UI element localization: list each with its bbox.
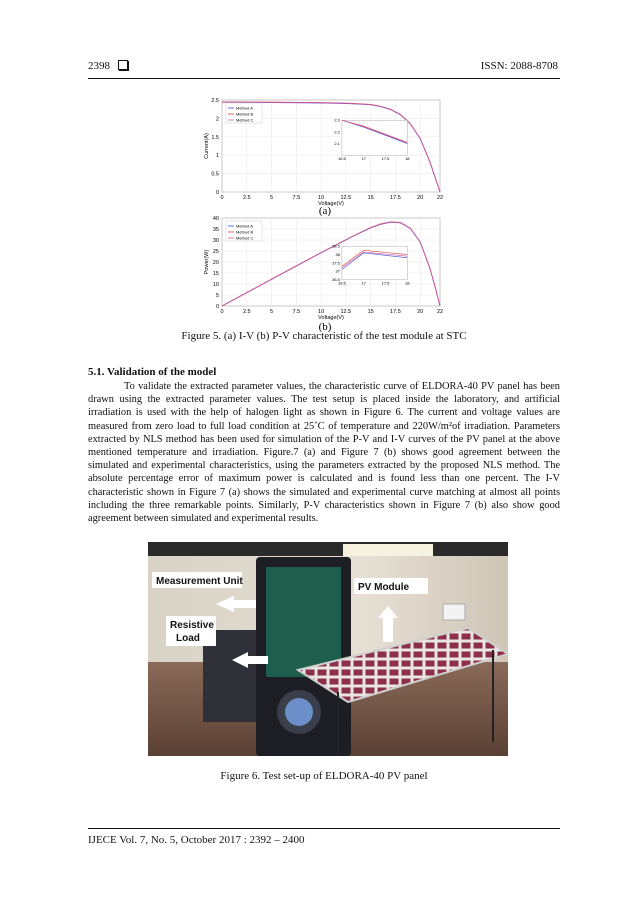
y-tick-label: 20 (212, 260, 219, 266)
x-tick-label: 12.5 (340, 195, 352, 201)
y-axis-label: Power(W) (204, 249, 210, 275)
photo-ceiling (148, 542, 508, 556)
measurement-panel (266, 567, 341, 677)
inset-y-tick-label: 37 (335, 268, 340, 274)
y-tick-label: 35 (212, 227, 219, 233)
x-tick-label: 22 (436, 195, 444, 201)
body-paragraph: To validate the extracted parameter values, the characteristic curve of ELDORA-40 PV panel has been drawn using the extracted parameter values. The test setup is placed inside the laboratory, and artificial irradiation is used with the help of halogen light as shown in Figure 6. The current and voltage values are measured from zero load to full load condition at 25˚C of temperature and 220W/m²of irradiation. Parameters extracted by NLS method has been used for simulation of the P-V and I-V curves of the PV panel at the above mentioned temperature and irradiation. Figure.7 (a) and Figure 7 (b) shows good agreement between the simulated and experimental characteristics, using the parameters extracted by the proposed NLS method. The absolute percentage error of maximum power is calculated and is found less than one percent. The I-V characteristic shown in Figure 7 (a) shows the simulated and experimental curve matching at almost all points including the three remarkable points. Similarly, P-V characteristics shown in Figure 7 (b) also show good agreement between simulated and experimental results. (88, 381, 560, 525)
header-square-icon (118, 60, 128, 70)
inset-x-tick-label: 18 (405, 156, 410, 162)
inset-x-tick-label: 17 (361, 280, 366, 286)
panel-label-a: (a) (318, 205, 332, 217)
resistive-label-line1: Resistive (170, 620, 214, 631)
inset-y-tick-label: 2.1 (334, 141, 340, 147)
legend-entry: Method A (236, 105, 253, 111)
inset-x-tick-label: 18 (405, 280, 410, 286)
x-tick-label: 12.5 (340, 309, 352, 315)
y-tick-label: 0.5 (211, 171, 219, 178)
inset-x-tick-label: 16.5 (338, 156, 346, 162)
y-tick-label: 15 (212, 271, 219, 277)
figure-6-caption: Figure 6. Test set-up of ELDORA-40 PV panel (220, 770, 428, 782)
legend-entry: Method C (236, 235, 254, 241)
legend-entry: Method C (236, 117, 254, 123)
iv-chart (204, 98, 443, 207)
y-tick-label: 0 (215, 190, 219, 196)
x-tick-label: 15 (367, 195, 374, 201)
test-setup-photo (148, 542, 508, 756)
x-tick-label: 10 (318, 309, 325, 315)
header-rule (88, 78, 560, 79)
x-tick-label: 17.5 (390, 195, 401, 201)
y-tick-label: 25 (212, 249, 219, 255)
y-tick-label: 1.5 (211, 134, 219, 141)
inset-y-tick-label: 2.2 (334, 129, 340, 135)
y-tick-label: 40 (212, 216, 219, 222)
x-tick-label: 7.5 (292, 195, 301, 201)
resistive-label-line2: Load (176, 633, 200, 644)
y-tick-label: 0 (215, 304, 219, 310)
legend-entry: Method B (236, 229, 254, 235)
y-tick-label: 10 (212, 282, 219, 288)
x-tick-label: 5 (270, 309, 274, 315)
inset-y-tick-label: 2.3 (334, 117, 340, 123)
y-tick-label: 2 (215, 116, 219, 123)
x-tick-label: 7.5 (292, 309, 301, 315)
halogen-lamp (343, 544, 433, 556)
inset-x-tick-label: 16.5 (338, 280, 346, 286)
legend-entry: Method B (236, 111, 254, 117)
x-tick-label: 2.5 (242, 195, 251, 201)
inset-x-tick-label: 17 (361, 156, 366, 162)
inset-y-tick-label: 38 (335, 252, 340, 258)
inset-y-tick-label: 37.5 (332, 260, 340, 266)
x-tick-label: 20 (417, 309, 424, 315)
inset-y-tick-label: 36.5 (332, 277, 340, 283)
journal-footer: IJECE Vol. 7, No. 5, October 2017 : 2392 – 2400 (88, 834, 305, 846)
x-tick-label: 15 (367, 309, 374, 315)
y-tick-label: 2.5 (211, 98, 219, 104)
y-tick-label: 1 (215, 153, 219, 160)
footer-rule (88, 828, 560, 829)
speaker-light (285, 698, 313, 726)
inset-frame (342, 120, 407, 155)
inset-x-tick-label: 17.5 (381, 280, 390, 286)
page-number: 2398 (88, 60, 110, 72)
inset-x-tick-label: 17.5 (381, 156, 390, 162)
x-tick-label: 17.5 (390, 309, 401, 315)
y-tick-label: 30 (212, 238, 219, 244)
figure-5 (190, 92, 450, 332)
pv-module-label: PV Module (358, 582, 410, 593)
y-axis-label: Current(A) (204, 133, 210, 159)
x-tick-label: 20 (417, 195, 424, 201)
pv-chart (204, 216, 443, 321)
wall-socket (443, 604, 465, 620)
x-axis-label: Voltage(V) (318, 315, 344, 321)
panel-label-b: (b) (318, 321, 332, 332)
x-axis-label: Voltage(V) (318, 201, 344, 207)
figure-5-caption: Figure 5. (a) I-V (b) P-V characteristic of the test module at STC (181, 330, 467, 342)
measurement-unit-label: Measurement Unit (156, 576, 243, 587)
x-tick-label: 2.5 (242, 309, 251, 315)
x-tick-label: 22 (436, 309, 444, 315)
legend-entry: Method A (236, 223, 253, 229)
issn-label: ISSN: 2088-8708 (480, 60, 558, 72)
x-tick-label: 5 (270, 195, 274, 201)
section-heading: 5.1. Validation of the model (88, 366, 217, 378)
x-tick-label: 0 (220, 195, 224, 201)
y-tick-label: 5 (215, 293, 219, 299)
inset-y-tick-label: 38.5 (332, 243, 340, 249)
x-tick-label: 0 (220, 309, 224, 315)
x-tick-label: 10 (318, 195, 325, 201)
